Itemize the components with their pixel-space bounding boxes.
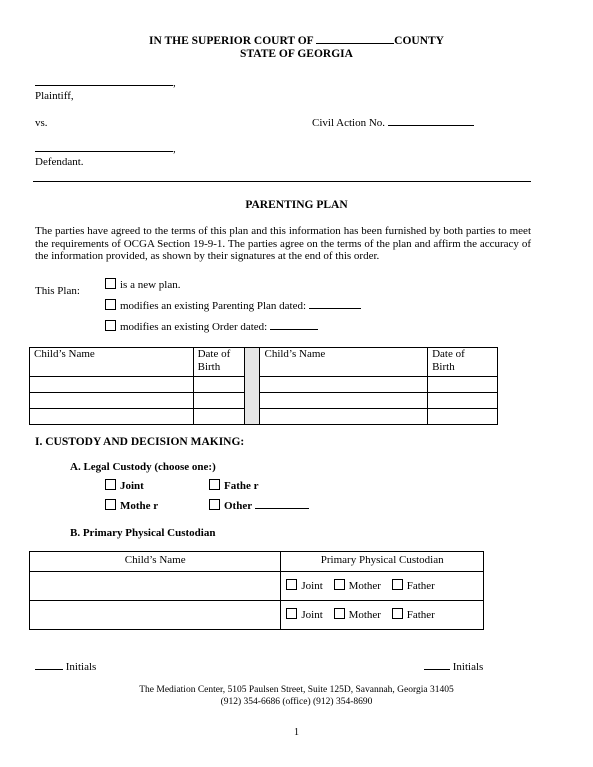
plan-date-blank[interactable] bbox=[309, 308, 361, 309]
initials-label: Initials bbox=[452, 661, 484, 673]
dob-cell[interactable] bbox=[428, 377, 498, 393]
custodian-joint[interactable]: Joint bbox=[286, 609, 322, 621]
plaintiff-blank-line[interactable] bbox=[35, 77, 176, 89]
child-name-header: Child’s Name bbox=[260, 348, 428, 377]
page-number: 1 bbox=[294, 727, 299, 738]
checkbox[interactable] bbox=[392, 579, 403, 590]
legal-custody-other[interactable]: Other bbox=[209, 499, 309, 512]
table-row bbox=[30, 409, 498, 425]
initials-label: Initials bbox=[65, 661, 97, 673]
child-name-cell[interactable] bbox=[260, 393, 428, 409]
custodian-joint[interactable]: Joint bbox=[286, 580, 322, 592]
checkbox[interactable] bbox=[105, 479, 116, 490]
dob-cell[interactable] bbox=[193, 409, 244, 425]
dob-cell[interactable] bbox=[428, 393, 498, 409]
checkbox[interactable] bbox=[392, 608, 403, 619]
dob-cell[interactable] bbox=[193, 393, 244, 409]
table-row bbox=[30, 377, 498, 393]
defendant-label: Defendant. bbox=[35, 156, 84, 168]
checkbox[interactable] bbox=[209, 479, 220, 490]
checkbox[interactable] bbox=[105, 320, 116, 331]
custodian-child-header: Child’s Name bbox=[30, 552, 281, 572]
plan-option-new[interactable] bbox=[105, 278, 180, 291]
court-heading bbox=[0, 35, 593, 47]
dob-header: Date of Birth bbox=[428, 348, 498, 377]
child-name-cell[interactable] bbox=[30, 572, 281, 601]
initials-blank[interactable] bbox=[424, 669, 450, 670]
child-name-cell[interactable] bbox=[30, 393, 194, 409]
custodian-options bbox=[281, 601, 484, 630]
plan-option-modify-plan[interactable] bbox=[105, 299, 361, 312]
legal-custody-heading: A. Legal Custody (choose one:) bbox=[70, 461, 216, 473]
initials-blank[interactable] bbox=[35, 669, 63, 670]
checkbox[interactable] bbox=[286, 608, 297, 619]
checkbox[interactable] bbox=[209, 499, 220, 510]
footer-phone: (912) 354-6686 (office) (912) 354-8690 bbox=[220, 697, 373, 707]
initials-left bbox=[35, 661, 96, 673]
table-row bbox=[30, 601, 484, 630]
table-row bbox=[30, 572, 484, 601]
physical-custodian-heading: B. Primary Physical Custodian bbox=[70, 527, 216, 539]
legal-custody-joint[interactable]: Joint bbox=[105, 479, 144, 492]
footer-address: The Mediation Center, 5105 Paulsen Street, Suite 125D, Savannah, Georgia 31405 bbox=[139, 685, 454, 695]
defendant-blank-line[interactable] bbox=[35, 143, 176, 155]
children-table bbox=[29, 347, 498, 425]
custodian-options bbox=[281, 572, 484, 601]
custodian-father[interactable]: Father bbox=[392, 580, 435, 592]
checkbox[interactable] bbox=[334, 579, 345, 590]
legal-custody-father[interactable]: Fathe r bbox=[209, 479, 259, 492]
custodian-header: Primary Physical Custodian bbox=[281, 552, 484, 572]
dob-cell[interactable] bbox=[193, 377, 244, 393]
custodian-table bbox=[29, 551, 484, 630]
checkbox[interactable] bbox=[105, 499, 116, 510]
dob-cell[interactable] bbox=[428, 409, 498, 425]
child-name-cell[interactable] bbox=[260, 377, 428, 393]
initials-right bbox=[424, 661, 483, 673]
checkbox[interactable] bbox=[334, 608, 345, 619]
child-name-cell[interactable] bbox=[30, 601, 281, 630]
section1-heading: I. CUSTODY AND DECISION MAKING: bbox=[35, 436, 245, 448]
civil-action-label: Civil Action No. bbox=[312, 117, 386, 129]
county-blank[interactable] bbox=[316, 43, 394, 44]
plan-option-label: modifies an existing Parenting Plan dated: bbox=[120, 300, 307, 312]
court-line-suffix: COUNTY bbox=[394, 35, 444, 47]
this-plan-label: This Plan: bbox=[35, 285, 80, 297]
checkbox[interactable] bbox=[105, 278, 116, 289]
custodian-mother[interactable]: Mother bbox=[334, 580, 381, 592]
court-line-prefix: IN THE SUPERIOR COURT OF bbox=[149, 35, 314, 47]
defendant-comma: , bbox=[173, 143, 176, 155]
custodian-father[interactable]: Father bbox=[392, 609, 435, 621]
child-name-cell[interactable] bbox=[260, 409, 428, 425]
checkbox[interactable] bbox=[286, 579, 297, 590]
plan-option-modify-order[interactable] bbox=[105, 320, 318, 333]
checkbox[interactable] bbox=[105, 299, 116, 310]
state-line: STATE OF GEORGIA bbox=[240, 48, 353, 60]
dob-header: Date of Birth bbox=[193, 348, 244, 377]
plan-option-label: modifies an existing Order dated: bbox=[120, 321, 268, 333]
plan-option-label: is a new plan. bbox=[120, 279, 181, 291]
child-name-header: Child’s Name bbox=[30, 348, 194, 377]
intro-paragraph: The parties have agreed to the terms of this plan and this information has been furnished by both parties to meet the requirements of OCGA Section 19-9-1. The parties agree on the terms of the plan and affirm the accuracy of the information provided, as shown by their signatures at the end of this order. bbox=[35, 225, 531, 262]
legal-custody-mother[interactable]: Mothe r bbox=[105, 499, 158, 512]
civil-action-blank[interactable] bbox=[388, 125, 474, 126]
table-row bbox=[30, 393, 498, 409]
table-spacer bbox=[244, 348, 260, 425]
child-name-cell[interactable] bbox=[30, 377, 194, 393]
plaintiff-comma: , bbox=[173, 77, 176, 89]
order-date-blank[interactable] bbox=[270, 329, 318, 330]
civil-action bbox=[312, 117, 474, 129]
child-name-cell[interactable] bbox=[30, 409, 194, 425]
other-blank[interactable] bbox=[255, 508, 309, 509]
plaintiff-label: Plaintiff, bbox=[35, 90, 74, 102]
caption-divider bbox=[33, 181, 531, 182]
document-title: PARENTING PLAN bbox=[245, 199, 348, 211]
custodian-mother[interactable]: Mother bbox=[334, 609, 381, 621]
vs-label: vs. bbox=[35, 117, 48, 129]
